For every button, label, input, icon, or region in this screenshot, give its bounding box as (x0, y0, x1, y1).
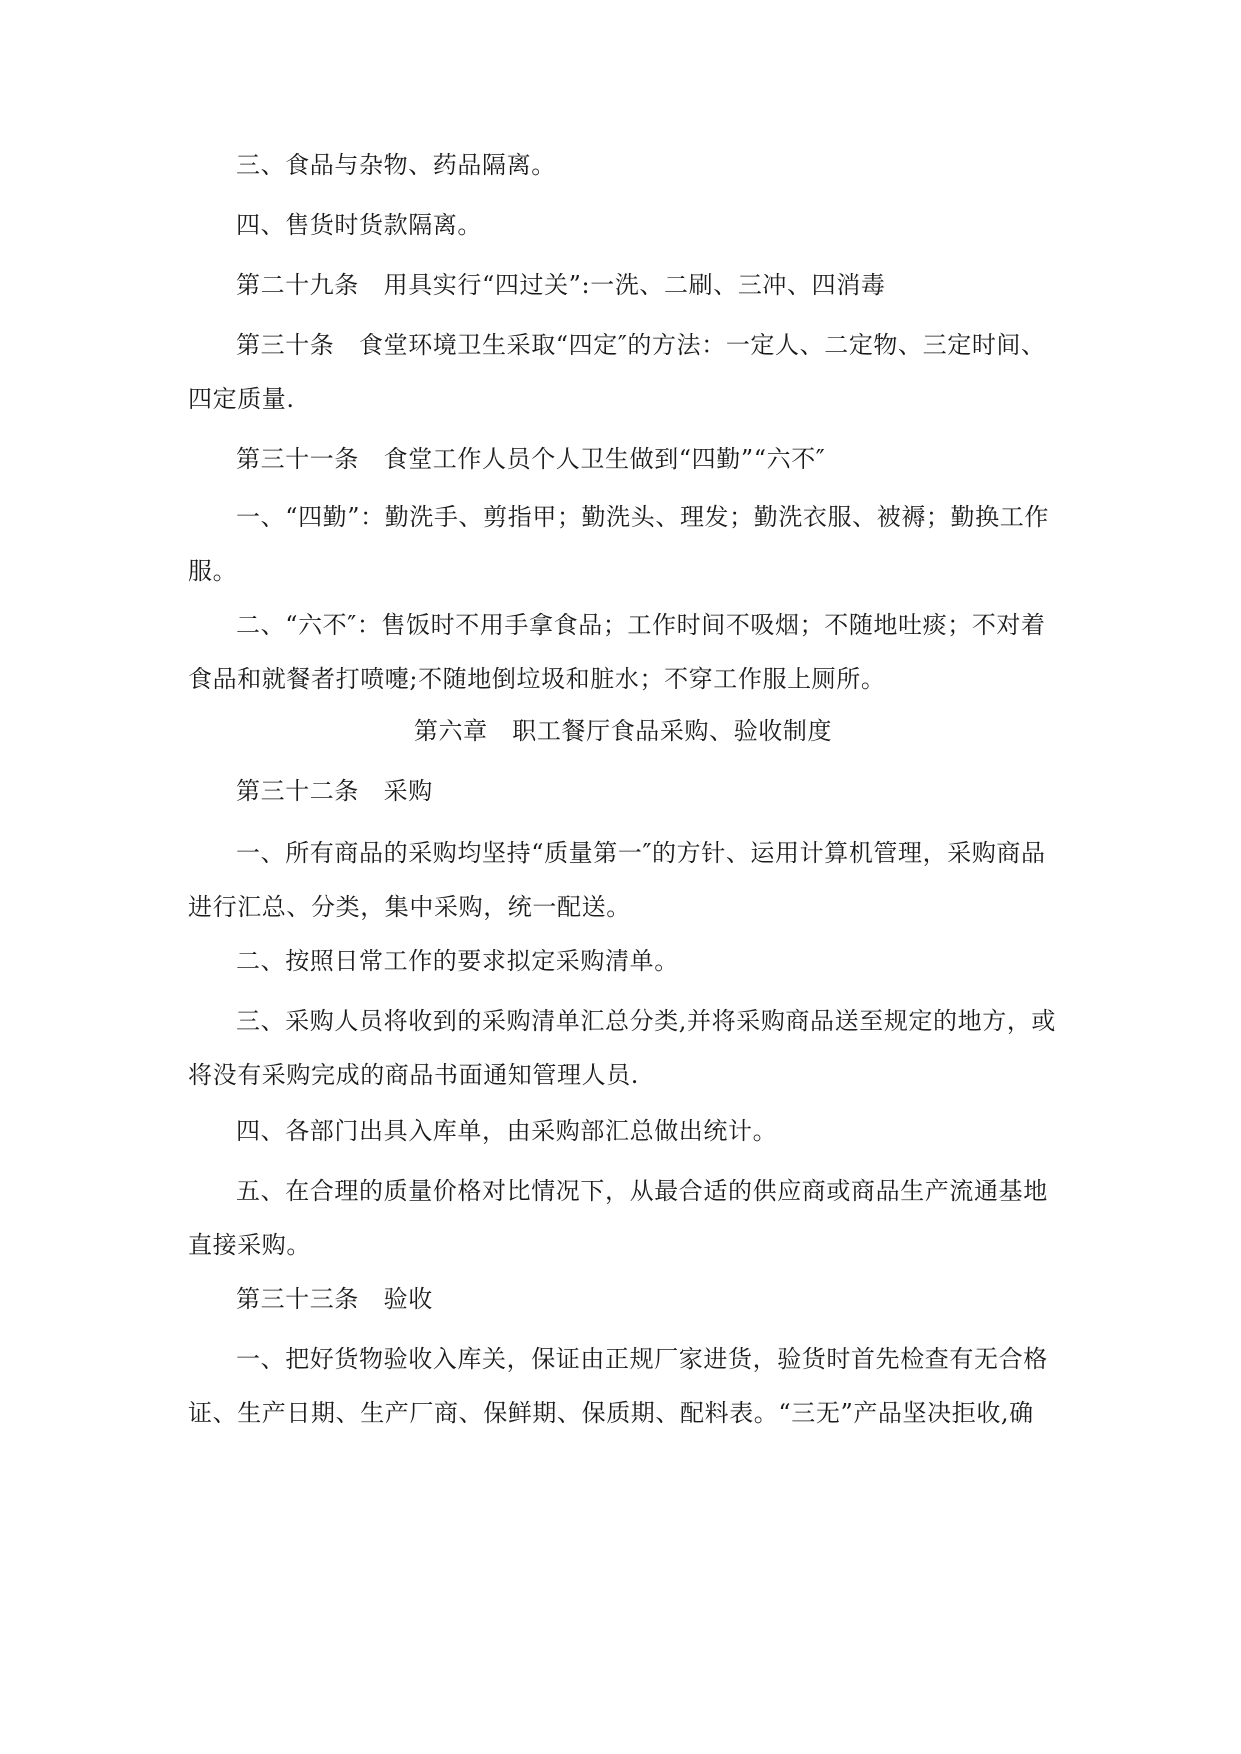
purchase-item-1: 一、所有商品的采购均坚持“质量第一″的方针、运用计算机管理，采购商品进行汇总、分类，集中采购，统一配送。 (188, 839, 1046, 921)
purchase-item-3: 三、采购人员将收到的采购清单汇总分类,并将采购商品送至规定的地方，或将没有采购完成的商品书面通知管理人员. (188, 1007, 1057, 1089)
item-six-donts: 二、“六不″：售饭时不用手拿食品；工作时间不吸烟；不随地吐痰；不对着食品和就餐者打喷嚏;不随地倒垃圾和脏水；不穿工作服上厕所。 (188, 611, 1046, 693)
item-four-diligences: 一、“四勤”：勤洗手、剪指甲；勤洗头、理发；勤洗衣服、被褥；勤换工作服。 (188, 503, 1049, 585)
purchase-item-4: 四、各部门出具入库单，由采购部汇总做出统计。 (236, 1117, 778, 1145)
article-30: 第三十条 食堂环境卫生采取“四定″的方法：一定人、二定物、三定时间、四定质量. (188, 331, 1046, 413)
article-32: 第三十二条 采购 (236, 777, 433, 805)
article-29: 第二十九条 用具实行“四过关”:一洗、二刷、三冲、四消毒 (236, 271, 886, 299)
acceptance-item-1: 一、把好货物验收入库关，保证由正规厂家进货，验货时首先检查有无合格证、生产日期、生产厂商、保鲜期、保质期、配料表。“三无”产品坚决拒收,确 (188, 1345, 1048, 1427)
purchase-item-2: 二、按照日常工作的要求拟定采购清单。 (236, 947, 679, 975)
purchase-item-5: 五、在合理的质量价格对比情况下，从最合适的供应商或商品生产流通基地直接采购。 (188, 1177, 1048, 1259)
article-31: 第三十一条 食堂工作人员个人卫生做到“四勤”“六不″ (236, 445, 826, 473)
chapter-6-heading: 第六章 职工餐厅食品采购、验收制度 (413, 717, 833, 745)
item-payment-separation: 四、售货时货款隔离。 (236, 211, 482, 239)
article-33: 第三十三条 验收 (236, 1285, 433, 1313)
item-food-separation: 三、食品与杂物、药品隔离。 (236, 151, 556, 179)
